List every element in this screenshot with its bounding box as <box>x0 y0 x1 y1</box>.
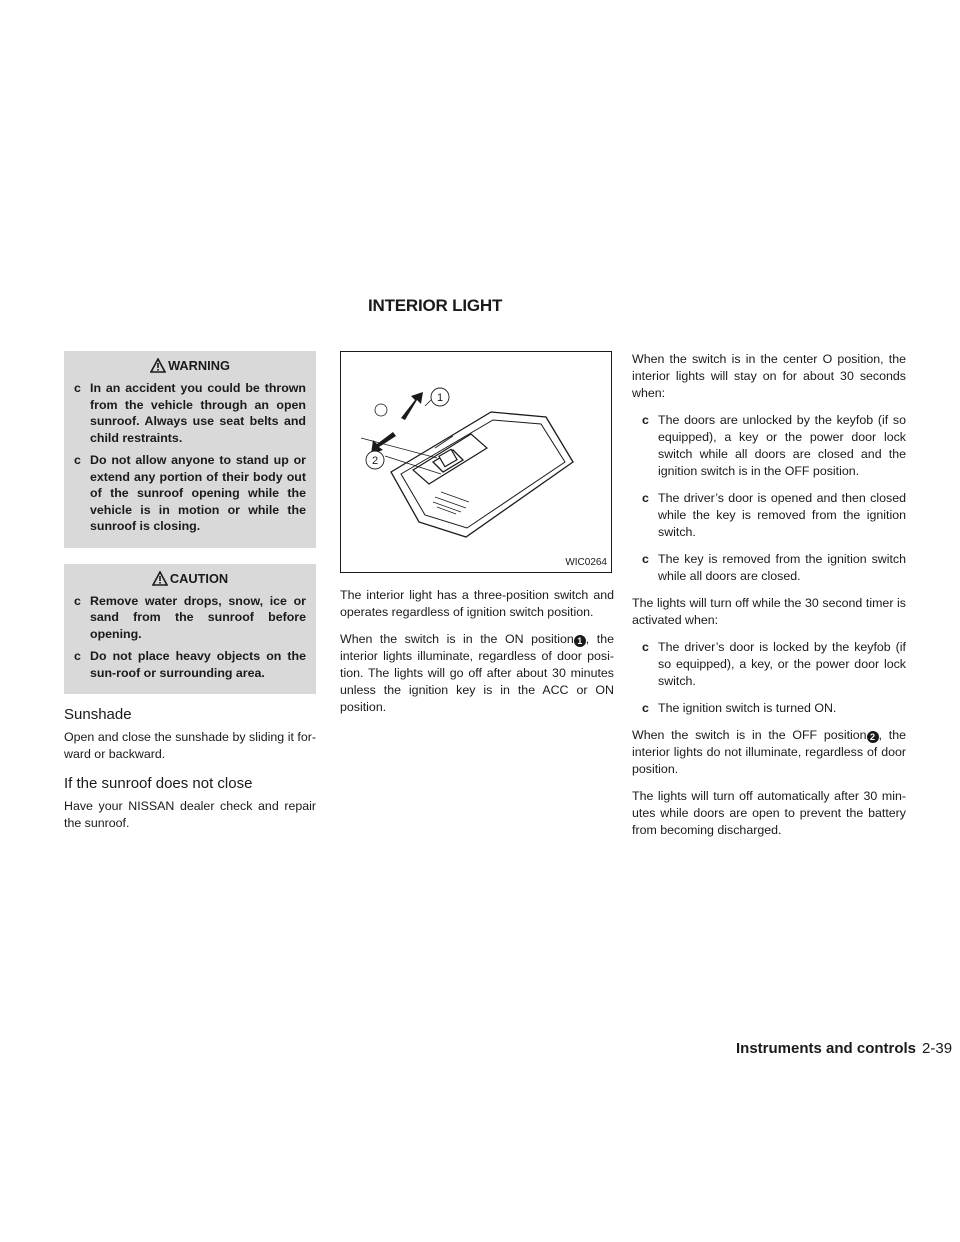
caution-item <box>74 648 306 681</box>
middle-paragraph-1: The interior light has a three-position switch and operates regardless of ignition switch position. <box>340 588 614 619</box>
bullet: c <box>642 640 649 654</box>
interior-light-figure <box>340 351 612 573</box>
text-run: , the interior lights illuminate, regardless of door posi-tion. The lights will go off after about 30 minutes unless the ignition key is in the ACC or ON position. <box>340 632 614 714</box>
bullet: c <box>74 453 81 467</box>
left-column <box>64 351 316 842</box>
middle-column <box>340 351 614 726</box>
list-item <box>632 490 906 541</box>
text-run: When the switch is in the OFF position <box>632 728 867 742</box>
caution-box <box>64 564 316 695</box>
warning-box <box>64 351 316 548</box>
warning-icon <box>150 358 166 373</box>
warning-item <box>74 452 306 535</box>
bullet: c <box>642 701 649 715</box>
footer-section: Instruments and controls <box>736 1040 917 1057</box>
not-close-heading: If the sunroof does not close <box>64 775 253 792</box>
off-position-paragraph <box>632 727 906 778</box>
bullet: c <box>74 593 81 608</box>
bullet: c <box>642 552 649 566</box>
bullet: c <box>642 491 649 505</box>
figure-label: WIC0264 <box>565 557 607 568</box>
text-run: , the interior lights do not illuminate, regardless of door position. <box>632 728 906 776</box>
section-title: INTERIOR LIGHT <box>368 296 503 315</box>
last-paragraph: The lights will turn off automatically after 30 min-utes while doors are open to prevent the battery from becoming discharged. <box>632 789 906 837</box>
bullet: c <box>74 649 81 663</box>
list-item <box>632 412 906 480</box>
right-column <box>632 351 906 849</box>
list-item-text: The ignition switch is turned ON. <box>658 701 837 715</box>
list-item <box>632 639 906 690</box>
list-item <box>632 551 906 585</box>
caution-icon <box>152 571 168 586</box>
list-item-text: The driver’s door is locked by the keyfob (if so equipped), a key, or the power door lock switch. <box>658 640 906 688</box>
sunshade-text: Open and close the sunshade by sliding it for-ward or backward. <box>64 730 316 761</box>
list-item <box>632 700 906 717</box>
list-item-text: The driver’s door is opened and then closed while the key is removed from the ignition switch. <box>658 491 906 539</box>
right-intro: When the switch is in the center O position, the interior lights will stay on for about 30 seconds when: <box>632 352 906 400</box>
callout-number-2: 2 <box>867 731 879 743</box>
caution-title: CAUTION <box>169 570 229 586</box>
page-number: 2-39 <box>922 1040 953 1057</box>
sunshade-heading: Sunshade <box>64 706 132 723</box>
interior-light-illustration <box>341 352 611 572</box>
warning-header <box>74 357 306 374</box>
warning-item-text: Do not allow anyone to stand up or extend any portion of their body out of the sunroof opening while the vehicle is in motion or while the sunroof is closing. <box>90 453 306 533</box>
warning-title: WARNING <box>168 358 230 373</box>
text-run: When the switch is in the ON position <box>340 632 574 646</box>
list-item-text: The doors are unlocked by the keyfob (if so equipped), a key or the power door lock switch while all doors are closed and the ignition switch is in the OFF position. <box>658 413 906 478</box>
off-intro: The lights will turn off while the 30 second timer is activated when: <box>632 596 906 627</box>
caution-item-text: Do not place heavy objects on the sun-roof or surrounding area. <box>90 649 306 680</box>
caution-item-text: Remove water drops, snow, ice or sand from the sunroof before opening. <box>90 593 306 641</box>
not-close-text: Have your NISSAN dealer check and repair the sunroof. <box>64 799 316 830</box>
list-item-text: The key is removed from the ignition switch while all doors are closed. <box>658 552 906 583</box>
caution-header <box>74 570 306 587</box>
middle-paragraph-2 <box>340 631 614 716</box>
page-footer <box>736 1040 952 1057</box>
bullet: c <box>642 413 649 427</box>
caution-item <box>74 593 306 643</box>
bullet: c <box>74 381 81 395</box>
callout-1: 1 <box>436 392 444 404</box>
callout-2: 2 <box>371 455 379 467</box>
callout-number-1: 1 <box>574 635 586 647</box>
warning-item <box>74 380 306 446</box>
warning-item-text: In an accident you could be thrown from the vehicle through an open sunroof. Always use seat belts and child restraints. <box>90 381 306 445</box>
